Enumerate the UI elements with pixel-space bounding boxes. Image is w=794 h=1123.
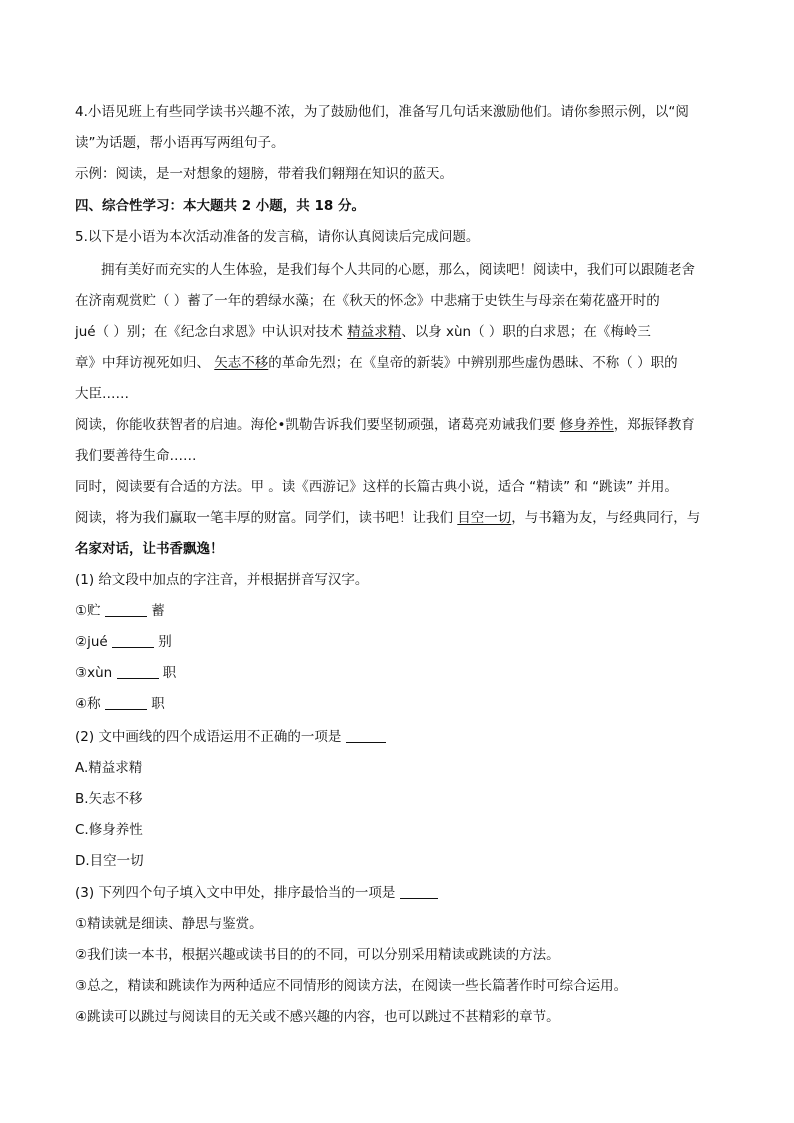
text-segment: 、以身 xùn（ ）职的白求恩；在《梅岭三 [401,324,651,340]
passage-p1-line-2: 在济南观赏贮（ ）蓄了一年的碧绿水藻；在《秋天的怀念》中悲痛于史铁生与母亲在菊花盛开时的 [75,293,660,309]
item-suffix: 蓄 [146,603,165,619]
subquestion-2-prompt [75,728,386,746]
underlined-idiom: 修身养性 [559,417,614,433]
subquestion-1-prompt: (1) 给文段中加点的字注音，并根据拼音写汉字。 [75,572,369,588]
subquestion-1-item-1 [75,602,165,620]
question-4-example: 示例：阅读，是一对想象的翅膀，带着我们翱翔在知识的蓝天。 [75,166,453,182]
item-suffix: 别 [154,634,172,650]
item-prefix: ③xùn [75,665,117,681]
passage-p3: 同时，阅读要有合适的方法。甲 。读《西游记》这样的长篇古典小说，适合 “精读” 和 “跳读” 并用。 [75,479,678,495]
item-prefix: ④称 [75,696,105,712]
underlined-idiom: 目空一切 [457,510,512,526]
option-a: A.精益求精 [75,760,143,776]
text-segment: jué（ ）别；在《纪念白求恩》中认识对技术 [75,324,348,340]
subquestion-1-item-4 [75,695,165,713]
passage-p4-line-2: 名家对话，让书香飘逸！ [75,541,224,557]
text-segment: 阅读，你能收获智者的启迪。海伦•凯勒告诉我们要坚韧顽强，诸葛亮劝诫我们要 [75,417,560,433]
answer-blank[interactable] [117,664,159,679]
question-4-line-2: 读”为话题，帮小语再写两组句子。 [75,135,285,151]
sentence-4: ④跳读可以跳过与阅读目的无关或不感兴趣的内容，也可以跳过不甚精彩的章节。 [75,1009,560,1025]
passage-p1-line-1: 拥有美好而充实的人生体验，是我们每个人共同的心愿，那么，阅读吧！阅读中，我们可以跟随老舍 [101,262,695,278]
subquestion-1-item-2 [75,633,172,651]
item-suffix: 职 [158,665,177,681]
text-segment: 的革命先烈；在《皇帝的新装》中辨别那些虚伪愚昧、不称（ ）职的 [268,355,678,371]
passage-p1-line-5: 大臣…… [75,386,129,402]
text-segment: ，郑振铎教育 [613,417,695,433]
subquestion-3-prompt [75,884,438,902]
passage-p4-line-1 [75,509,700,527]
answer-blank[interactable] [400,884,438,899]
answer-blank[interactable] [112,633,154,648]
passage-p1-line-4 [75,354,678,372]
underlined-idiom: 精益求精 [347,324,402,340]
answer-blank[interactable] [346,728,386,743]
passage-p2-line-1 [75,416,695,434]
prompt-text: (3) 下列四个句子填入文中甲处，排序最恰当的一项是 [75,885,400,901]
sentence-2: ②我们读一本书，根据兴趣或读书目的的不同，可以分别采用精读或跳读的方法。 [75,947,560,963]
question-5-intro: 5.以下是小语为本次活动准备的发言稿，请你认真阅读后完成问题。 [75,229,480,245]
underlined-idiom: 矢志不移 [214,355,269,371]
text-segment: 章》中拜访视死如归、 [75,355,215,371]
section-4-heading: 四、综合性学习：本大题共 2 小题，共 18 分。 [75,198,365,214]
answer-blank[interactable] [105,602,147,617]
prompt-text: (2) 文中画线的四个成语运用不正确的一项是 [75,729,346,745]
passage-p2-line-2: 我们要善待生命…… [75,448,197,464]
item-suffix: 职 [146,696,165,712]
text-segment: 阅读，将为我们赢取一笔丰厚的财富。同学们，读书吧！让我们 [75,510,458,526]
option-b: B.矢志不移 [75,791,143,807]
question-4-line-1: 4.小语见班上有些同学读书兴趣不浓，为了鼓励他们，准备写几句话来激励他们。请你参照示例，以“阅 [75,104,689,120]
item-prefix: ②jué [75,634,113,650]
passage-p1-line-3 [75,323,651,341]
option-c: C.修身养性 [75,822,143,838]
item-prefix: ①贮 [75,603,105,619]
answer-blank[interactable] [105,695,147,710]
text-segment: ，与书籍为友，与经典同行，与 [511,510,701,526]
sentence-1: ①精读就是细读、静思与鉴赏。 [75,916,263,932]
sentence-3: ③总之，精读和跳读作为两种适应不同情形的阅读方法，在阅读一些长篇著作时可综合运用。 [75,978,628,994]
subquestion-1-item-3 [75,664,176,682]
option-d: D.目空一切 [75,853,144,869]
